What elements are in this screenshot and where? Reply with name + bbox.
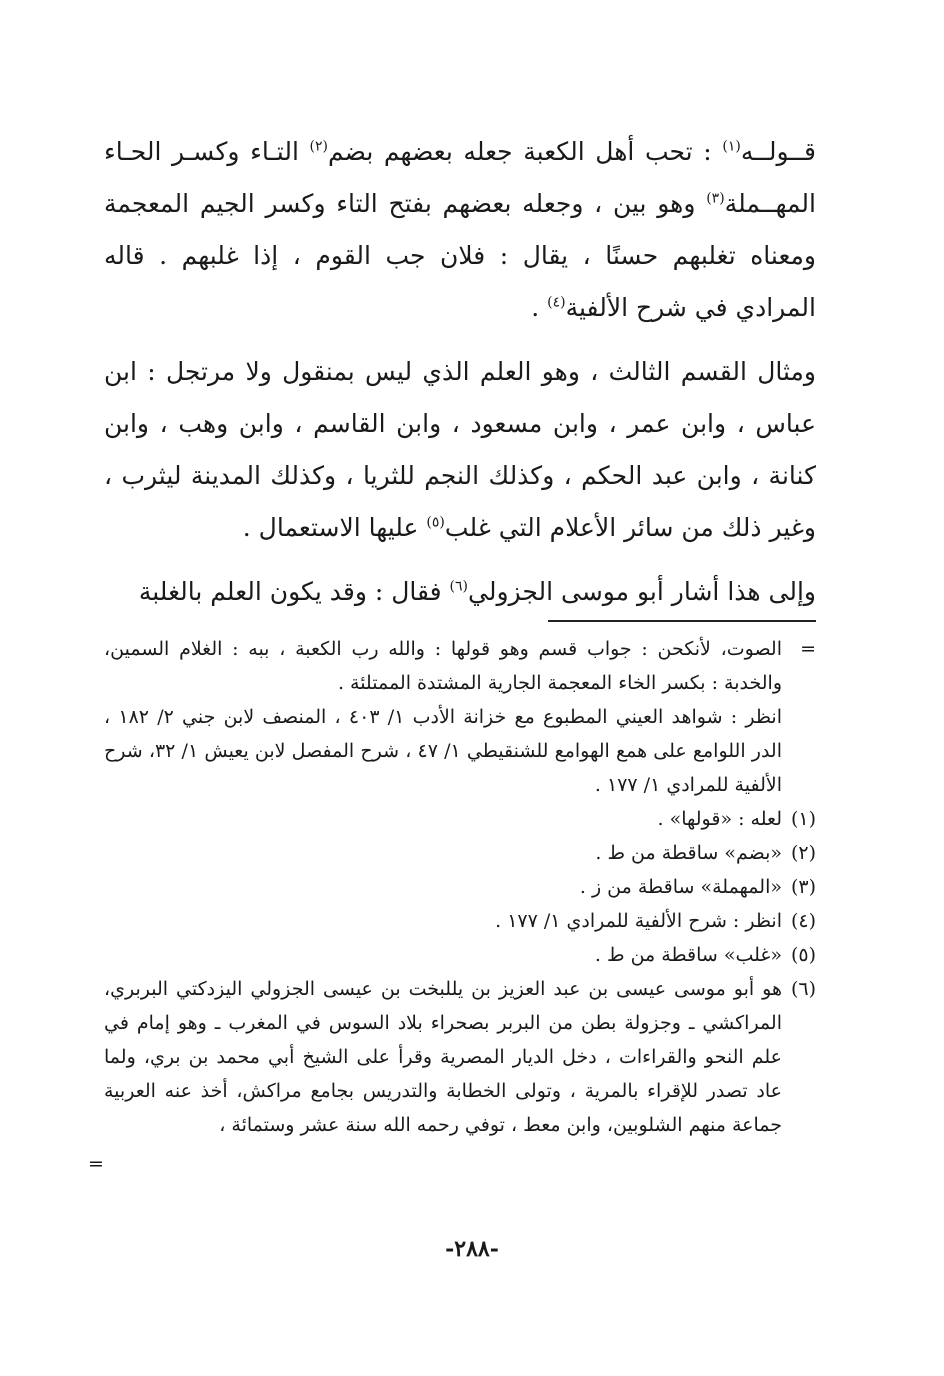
footnote-ref-4[interactable]: (٤) xyxy=(547,294,566,311)
continuation-end-marker: = xyxy=(88,1153,104,1175)
footnote-2 xyxy=(104,836,816,870)
footnote-marker: (٦) xyxy=(790,978,816,1000)
footnote-separator xyxy=(548,620,816,622)
footnote-ref-5[interactable]: (٥) xyxy=(426,514,445,531)
footnote-text: «غلب» ساقطة من ط . xyxy=(594,944,782,966)
footnotes xyxy=(104,632,816,1142)
text-run: . xyxy=(531,293,548,322)
footnote-marker: (٤) xyxy=(790,910,816,932)
paragraph-2 xyxy=(104,346,816,554)
text-run: ومثال القسم الثالث ، وهو العلم الذي ليس بمنقول ولا مرتجل : ابن عباس ، وابن عمر ، وابن مسعود ، وابن القاسم ، وابن وهب ، وابن كنانة ، وابن عبد الحكم ، وكذلك النجم للثريا ، وكذلك المدينة ليثرب ، وغير ذلك xyxy=(104,357,816,542)
text-run: قــولــه xyxy=(740,137,816,166)
footnote-ref-3[interactable]: (٣) xyxy=(706,190,725,207)
footnote-text: انظر : شواهد العيني المطبوع مع خزانة الأدب ١/ ٤٠٣ ، المنصف لابن جني ٢/ ١٨٢ ، الدر اللوامع على همع الهوامع للشنقيطي ١/ ٤٧ ، شرح المفصل لابن يعيش ١/ ٣٢، شرح الألفية للمرادي ١/ ١٧٧ . xyxy=(104,706,782,796)
footnote-5 xyxy=(104,938,816,972)
continuation-marker: = xyxy=(800,638,816,660)
footnote-marker: (٢) xyxy=(790,842,816,864)
footnote-4 xyxy=(104,904,816,938)
footnote-ref-1[interactable]: (١) xyxy=(722,138,741,155)
footnote-marker: (٥) xyxy=(790,944,816,966)
footnote-ref-6[interactable]: (٦) xyxy=(449,578,469,595)
footnote-text: انظر : شرح الألفية للمرادي ١/ ١٧٧ . xyxy=(495,910,782,932)
footnote-text: «بضم» ساقطة من ط . xyxy=(595,842,782,864)
footnote-6 xyxy=(104,972,816,1142)
main-text xyxy=(104,126,816,618)
text-run: من سائر الأعلام التي غلب xyxy=(444,513,714,542)
text-run: التـاء وكسـر الحـاء المهــملة xyxy=(104,137,816,218)
footnote-text: الصوت، لأنكحن : جواب قسم وهو قولها : والله رب الكعبة ، ببه : الغلام السمين، والخدبة : بكسر الخاء المعجمة الجارية المشتدة الممتلئة . xyxy=(104,638,782,694)
footnote-ref-2[interactable]: (٢) xyxy=(309,138,328,155)
text-run: وإلى هذا أشار أبو موسى الجزولي xyxy=(468,577,816,606)
paragraph-1 xyxy=(104,126,816,334)
footnote-3 xyxy=(104,870,816,904)
text-run: : تحب أهل الكعبة جعله بعضهم بضم xyxy=(328,137,723,166)
footnote-text: هو أبو موسى عيسى بن عبد العزيز بن يللبخت بن عيسى الجزولي اليزدكتي البربري، المراكشي ـ وجزولة بطن من البربر بصحراء بلاد السوس في المغرب ـ وهو إمام في علم النحو والقراءات ، دخل الديار المصرية وقرأ على الشيخ أبي محمد بن بري، ولما عاد تصدر للإقراء بالمرية ، وتولى الخطابة والتدريس بجامع مراكش، أخذ عنه العربية جماعة منهم الشلوبين، وابن معط ، توفي رحمه الله سنة عشر وستمائة ، xyxy=(104,978,782,1136)
page-number: -٢٨٨- xyxy=(445,1236,499,1262)
text-run: عليها الاستعمال . xyxy=(242,513,427,542)
footnote-marker: (٣) xyxy=(790,876,816,898)
text-run: فقال : وقد يكون العلم بالغلبة xyxy=(138,577,450,606)
footnote-continuation xyxy=(104,632,816,700)
text-run: وهو بين ، وجعله بعضهم بفتح التاء وكسر الجيم المعجمة ومعناه تغلبهم حسنًا ، يقال : فلان جب القوم ، إذا غلبهم . قاله المرادي في شرح الألفية xyxy=(104,189,816,322)
footnote-text: لعله : «قولها» . xyxy=(657,808,782,830)
footnote-1 xyxy=(104,802,816,836)
footnote-marker: (١) xyxy=(790,808,816,830)
footnote-reference-list xyxy=(104,700,816,802)
paragraph-3 xyxy=(104,566,816,618)
footnote-text: «المهملة» ساقطة من ز . xyxy=(579,876,782,898)
